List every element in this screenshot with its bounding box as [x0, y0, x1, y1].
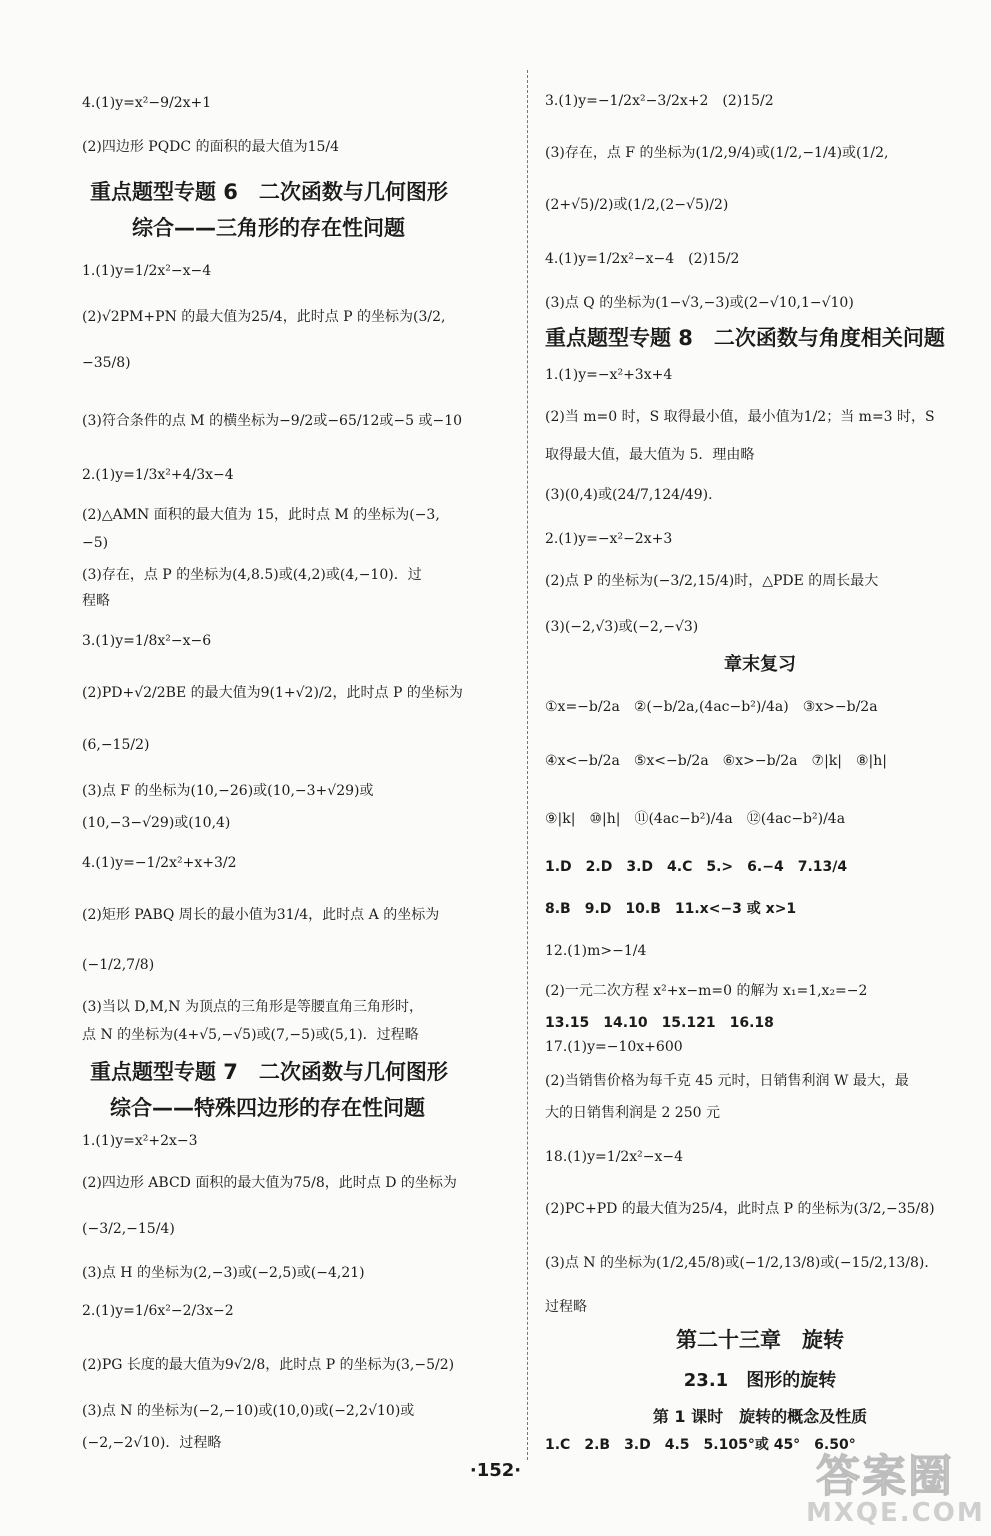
answer-line: (2)△AMN 面积的最大值为 15，此时点 M 的坐标为(−3,: [82, 507, 440, 523]
answer-line: 2.(1)y=1/3x²+4/3x−4: [82, 467, 234, 483]
answer-line: 1.C 2.B 3.D 4.5 5.105°或 45° 6.50°: [545, 1437, 856, 1453]
answer-line: ①x=−b/2a ②(−b/2a,(4ac−b²)/4a) ③x>−b/2a: [545, 699, 878, 715]
answer-line: (2)矩形 PABQ 周长的最小值为31/4，此时点 A 的坐标为: [82, 907, 440, 923]
answer-line: (−3/2,−15/4): [82, 1221, 175, 1237]
answer-line: 点 N 的坐标为(4+√5,−√5)或(7,−5)或(5,1)．过程略: [82, 1027, 419, 1043]
answer-line: 程略: [82, 593, 110, 609]
answer-line: 取得最大值，最大值为 5．理由略: [545, 447, 755, 463]
answer-line: (2)PC+PD 的最大值为25/4，此时点 P 的坐标为(3/2,−35/8): [545, 1201, 935, 1217]
answer-line: (2)PG 长度的最大值为9√2/8，此时点 P 的坐标为(3,−5/2): [82, 1357, 455, 1373]
answer-line: (3)(−2,√3)或(−2,−√3): [545, 619, 699, 635]
answer-line: (3)点 F 的坐标为(10,−26)或(10,−3+√29)或: [82, 783, 374, 799]
answer-line: (−1/2,7/8): [82, 957, 155, 973]
answer-line: (2)四边形 PQDC 的面积的最大值为15/4: [82, 139, 340, 155]
section-title: 23.1 图形的旋转: [683, 1370, 837, 1391]
answer-line: (2)√2PM+PN 的最大值为25/4，此时点 P 的坐标为(3/2,: [82, 309, 446, 325]
answer-line: 12.(1)m>−1/4: [545, 943, 647, 959]
answer-line: 8.B 9.D 10.B 11.x<−3 或 x>1: [545, 901, 797, 917]
answer-line: 2.(1)y=−x²−2x+3: [545, 531, 673, 547]
review-title: 章末复习: [724, 654, 796, 675]
answer-line: (2)当 m=0 时，S 取得最小值，最小值为1/2；当 m=3 时，S: [545, 409, 935, 425]
answer-line: (2)点 P 的坐标为(−3/2,15/4)时，△PDE 的周长最大: [545, 573, 879, 589]
answer-line: 17.(1)y=−10x+600: [545, 1039, 683, 1055]
answer-line: (3)点 N 的坐标为(1/2,45/8)或(−1/2,13/8)或(−15/2,13/8)．: [545, 1255, 939, 1271]
answer-line: (3)当以 D,M,N 为顶点的三角形是等腰直角三角形时，: [82, 999, 423, 1015]
answer-line: 4.(1)y=1/2x²−x−4 (2)15/2: [545, 251, 740, 267]
answer-line: ⑨|k| ⑩|h| ⑪(4ac−b²)/4a ⑫(4ac−b²)/4a: [545, 811, 846, 827]
answer-line: (2)PD+√2/2BE 的最大值为9(1+√2)/2，此时点 P 的坐标为: [82, 685, 463, 701]
section-heading-7-line1: 重点题型专题 7 二次函数与几何图形: [90, 1060, 448, 1084]
section-heading-7-line2: 综合——特殊四边形的存在性问题: [110, 1096, 425, 1120]
column-divider: [527, 70, 528, 1460]
answer-line: 4.(1)y=−1/2x²+x+3/2: [82, 855, 237, 871]
answer-line: (3)存在，点 F 的坐标为(1/2,9/4)或(1/2,−1/4)或(1/2,: [545, 145, 889, 161]
answer-line: 13.15 14.10 15.121 16.18: [545, 1015, 774, 1031]
answer-line: (3)点 H 的坐标为(2,−3)或(−2,5)或(−4,21): [82, 1265, 365, 1281]
watermark-url: MXQE.COM: [806, 1498, 985, 1528]
answer-line: 2.(1)y=1/6x²−2/3x−2: [82, 1303, 234, 1319]
lesson-title: 第 1 课时 旋转的概念及性质: [652, 1407, 868, 1426]
answer-line: 4.(1)y=x²−9/2x+1: [82, 95, 212, 111]
answer-line: (3)点 N 的坐标为(−2,−10)或(10,0)或(−2,2√10)或: [82, 1403, 415, 1419]
watermark-text: 答案圈: [816, 1451, 954, 1502]
section-heading-6-line2: 综合——三角形的存在性问题: [132, 216, 405, 240]
answer-line: 1.(1)y=−x²+3x+4: [545, 367, 673, 383]
answer-line: 大的日销售利润是 2 250 元: [545, 1105, 720, 1121]
chapter-title: 第二十三章 旋转: [676, 1328, 844, 1352]
answer-line: (2)四边形 ABCD 面积的最大值为75/8，此时点 D 的坐标为: [82, 1175, 457, 1191]
answer-line: 3.(1)y=−1/2x²−3/2x+2 (2)15/2: [545, 93, 774, 109]
answer-line: −35/8): [82, 355, 131, 371]
answer-line: (3)点 Q 的坐标为(1−√3,−3)或(2−√10,1−√10): [545, 295, 854, 311]
answer-line: (2+√5)/2)或(1/2,(2−√5)/2): [545, 197, 729, 213]
answer-line: 1.D 2.D 3.D 4.C 5.> 6.−4 7.13/4: [545, 859, 848, 875]
answer-line: ④x<−b/2a ⑤x<−b/2a ⑥x>−b/2a ⑦|k| ⑧|h|: [545, 753, 887, 769]
answer-line: (−2,−2√10)．过程略: [82, 1435, 222, 1451]
answer-line: (2)当销售价格为每千克 45 元时，日销售利润 W 最大，最: [545, 1073, 909, 1089]
section-heading-6-line1: 重点题型专题 6 二次函数与几何图形: [90, 180, 448, 204]
section-heading-8: 重点题型专题 8 二次函数与角度相关问题: [545, 326, 945, 350]
answer-line: (6,−15/2): [82, 737, 150, 753]
page-number: ·152·: [469, 1460, 522, 1481]
answer-line: (3)存在，点 P 的坐标为(4,8.5)或(4,2)或(4,−10)．过: [82, 567, 422, 583]
answer-line: (3)(0,4)或(24/7,124/49)．: [545, 487, 723, 503]
answer-line: (2)一元二次方程 x²+x−m=0 的解为 x₁=1,x₂=−2: [545, 983, 868, 999]
answer-line: 过程略: [545, 1299, 587, 1315]
answer-line: −5): [82, 535, 109, 551]
answer-line: 1.(1)y=x²+2x−3: [82, 1133, 198, 1149]
answer-line: 18.(1)y=1/2x²−x−4: [545, 1149, 684, 1165]
answer-line: 3.(1)y=1/8x²−x−6: [82, 633, 212, 649]
answer-line: (10,−3−√29)或(10,4): [82, 815, 231, 831]
answer-line: (3)符合条件的点 M 的横坐标为−9/2或−65/12或−5 或−10: [82, 413, 463, 429]
answer-line: 1.(1)y=1/2x²−x−4: [82, 263, 212, 279]
